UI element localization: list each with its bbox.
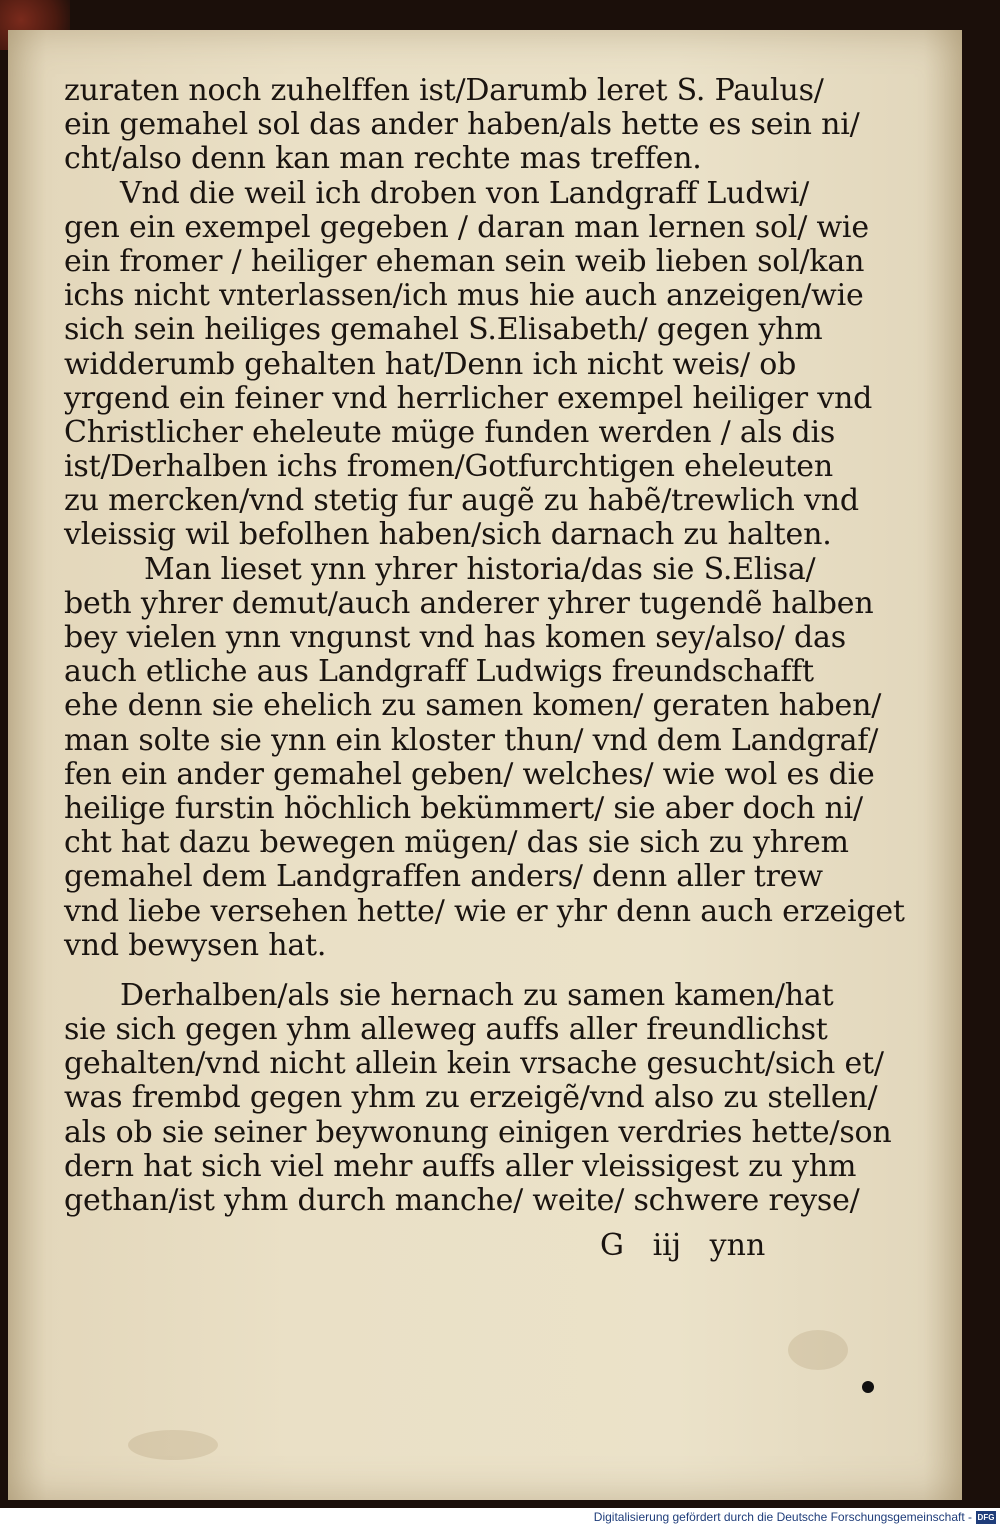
text-line: Derhalben/als sie hernach zu samen kamen/hat <box>120 977 834 1013</box>
page-stain <box>128 1430 218 1460</box>
credit-text: Digitalisierung gefördert durch die Deutsche Forschungsgemeinschaft - <box>593 1510 972 1524</box>
credit-bar <box>0 1508 1000 1528</box>
signature-catchword-line: G iij ynn <box>600 1228 766 1263</box>
text-line: vnd bewysen hat. <box>64 927 327 963</box>
text-line: was frembd gegen yhm zu erzeigẽ/vnd also zu stellen/ <box>64 1080 878 1116</box>
text-line: cht hat dazu bewegen mügen/ das sie sich zu yhrem <box>64 825 849 861</box>
text-line: widderumb gehalten hat/Denn ich nicht weis/ ob <box>64 346 797 382</box>
text-line: ichs nicht vnterlassen/ich mus hie auch anzeigen/wie <box>64 278 864 314</box>
text-line: dern hat sich viel mehr auffs aller vleissigest zu yhm <box>64 1148 857 1184</box>
text-line: beth yhrer demut/auch anderer yhrer tugendẽ halben <box>64 585 874 621</box>
text-line: zuraten noch zuhelffen ist/Darumb leret S. Paulus/ <box>64 73 824 108</box>
text-line: ehe denn sie ehelich zu samen komen/ geraten haben/ <box>64 688 882 724</box>
text-line: sie sich gegen yhm alleweg auffs aller freundlichst <box>64 1012 828 1048</box>
text-line: sich sein heiliges gemahel S.Elisabeth/ gegen yhm <box>64 312 823 348</box>
text-line: gethan/ist yhm durch manche/ weite/ schwere reyse/ <box>64 1183 860 1218</box>
text-line: gehalten/vnd nicht allein kein vrsache gesucht/sich et/ <box>64 1046 884 1082</box>
text-line: Christlicher eheleute müge funden werden / als dis <box>64 414 836 450</box>
book-page <box>8 30 962 1500</box>
page-text-block <box>64 73 905 1218</box>
page-stain <box>788 1330 848 1370</box>
text-line: als ob sie seiner beywonung einigen verdries hette/son <box>64 1114 892 1150</box>
text-line: vleissig wil befolhen haben/sich darnach zu halten. <box>64 517 832 553</box>
text-line: gemahel dem Landgraffen anders/ denn aller trew <box>64 859 823 895</box>
text-line: ist/Derhalben ichs fromen/Gotfurchtigen eheleuten <box>64 449 833 485</box>
text-line: vnd liebe versehen hette/ wie er yhr denn auch erzeiget <box>64 893 905 929</box>
text-line: yrgend ein feiner vnd herrlicher exempel heiliger vnd <box>64 380 873 416</box>
text-line: ein fromer / heiliger eheman sein weib lieben sol/kan <box>64 243 865 279</box>
text-line: heilige furstin höchlich bekümmert/ sie aber doch ni/ <box>64 790 863 826</box>
text-line: cht/also denn kan man rechte mas treffen. <box>64 141 702 177</box>
text-line: gen ein exempel gegeben / daran man lernen sol/ wie <box>64 209 869 245</box>
text-line: fen ein ander gemahel geben/ welches/ wie wol es die <box>64 756 875 792</box>
text-line: bey vielen ynn vngunst vnd has komen sey/also/ das <box>64 620 846 655</box>
text-line: auch etliche aus Landgraff Ludwigs freundschafft <box>64 654 814 690</box>
text-line: Vnd die weil ich droben von Landgraff Ludwi/ <box>120 175 810 211</box>
text-line: Man lieset ynn yhrer historia/das sie S.Elisa/ <box>144 551 816 587</box>
text-line: man solte sie ynn ein kloster thun/ vnd dem Landgraf/ <box>64 722 879 758</box>
text-line: ein gemahel sol das ander haben/als hette es sein ni/ <box>64 107 860 143</box>
text-line: zu mercken/vnd stetig fur augẽ zu habẽ/trewlich vnd <box>64 483 859 519</box>
dfg-logo: DFG <box>977 1513 995 1522</box>
ink-dot <box>862 1381 874 1393</box>
